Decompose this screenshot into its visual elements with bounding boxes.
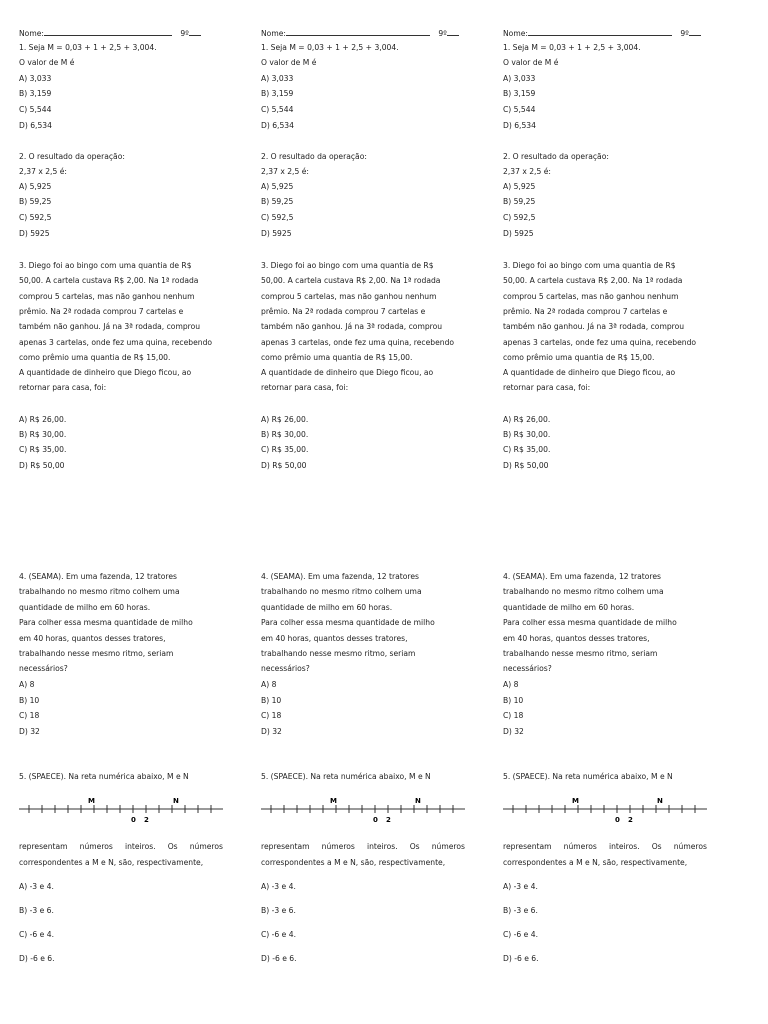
- q5-option-c: C) -6 e 4.: [503, 930, 538, 939]
- q3-line: prêmio. Na 2ª rodada comprou 7 cartelas e: [261, 307, 426, 316]
- q2-option-c: C) 592,5: [261, 213, 294, 222]
- q3-line: A quantidade de dinheiro que Diego ficou, ao: [19, 368, 192, 377]
- q4-line: trabalhando nesse mesmo ritmo, seriam: [503, 649, 658, 658]
- q2-option-b: B) 59,25: [19, 197, 52, 206]
- q2-option-d: D) 5925: [503, 229, 534, 238]
- word: representam: [261, 842, 310, 851]
- q5-option-c: C) -6 e 4.: [19, 930, 54, 939]
- q5-stem: 5. (SPAECE). Na reta numérica abaixo, M e N: [261, 772, 431, 781]
- word: representam: [19, 842, 68, 851]
- grade-label: 9º: [680, 29, 689, 38]
- q1-option-c: C) 5,544: [503, 105, 536, 114]
- q5-after-line-2: correspondentes a M e N, são, respectivamente,: [261, 858, 446, 867]
- q2-stem: 2. O resultado da operação:: [261, 152, 367, 161]
- q4-line: necessários?: [503, 664, 552, 673]
- q5-after-line: [503, 842, 707, 852]
- q5-option-b: B) -3 e 6.: [503, 906, 538, 915]
- word: inteiros.: [124, 842, 156, 851]
- q1-option-c: C) 5,544: [19, 105, 52, 114]
- name-blank: [44, 27, 172, 36]
- grade-blank: [689, 27, 701, 36]
- q1-stem: 1. Seja M = 0,03 + 1 + 2,5 + 3,004.: [261, 43, 399, 52]
- q2-option-a: A) 5,925: [261, 182, 294, 191]
- q5-after-line-2: correspondentes a M e N, são, respectivamente,: [503, 858, 688, 867]
- q4-option-b: B) 10: [261, 696, 282, 705]
- q4-option-d: D) 32: [503, 727, 524, 736]
- q3-line: também não ganhou. Já na 3ª rodada, comprou: [261, 322, 443, 331]
- q3-option-c: C) R$ 35,00.: [503, 445, 551, 454]
- grade-blank: [447, 27, 459, 36]
- word: números: [431, 842, 465, 851]
- q4-line: 4. (SEAMA). Em uma fazenda, 12 tratores: [19, 572, 177, 581]
- q5-after-line: [261, 842, 465, 852]
- label-zero: 0: [373, 816, 378, 824]
- q5-stem: 5. (SPAECE). Na reta numérica abaixo, M e N: [503, 772, 673, 781]
- name-blank: [286, 27, 430, 36]
- q2-option-d: D) 5925: [19, 229, 50, 238]
- q1-option-b: B) 3,159: [19, 89, 52, 98]
- word: números: [189, 842, 223, 851]
- q3-line: comprou 5 cartelas, mas não ganhou nenhum: [261, 292, 437, 301]
- q3-line: 3. Diego foi ao bingo com uma quantia de R$: [503, 261, 676, 270]
- q1-option-c: C) 5,544: [261, 105, 294, 114]
- q4-option-d: D) 32: [19, 727, 40, 736]
- q2-option-c: C) 592,5: [503, 213, 536, 222]
- q2-expr: 2,37 x 2,5 é:: [261, 167, 309, 176]
- q5-option-d: D) -6 e 6.: [19, 954, 55, 963]
- q3-option-b: B) R$ 30,00.: [261, 430, 309, 439]
- q5-option-a: A) -3 e 4.: [503, 882, 538, 891]
- label-two: 2: [386, 816, 391, 824]
- q4-line: 4. (SEAMA). Em uma fazenda, 12 tratores: [503, 572, 661, 581]
- q2-option-b: B) 59,25: [503, 197, 536, 206]
- number-line: [19, 794, 224, 824]
- q3-line: 3. Diego foi ao bingo com uma quantia de R$: [19, 261, 192, 270]
- q3-line: A quantidade de dinheiro que Diego ficou, ao: [503, 368, 676, 377]
- word: representam: [503, 842, 552, 851]
- q2-option-c: C) 592,5: [19, 213, 52, 222]
- q4-line: necessários?: [19, 664, 68, 673]
- q3-option-d: D) R$ 50,00: [503, 461, 549, 470]
- q4-line: em 40 horas, quantos desses tratores,: [19, 634, 166, 643]
- word: Os: [651, 842, 662, 851]
- q3-line: também não ganhou. Já na 3ª rodada, comprou: [503, 322, 685, 331]
- label-two: 2: [144, 816, 149, 824]
- q3-line: apenas 3 cartelas, onde fez uma quina, recebendo: [261, 338, 455, 347]
- q4-line: Para colher essa mesma quantidade de milho: [503, 618, 677, 627]
- grade-blank: [189, 27, 201, 36]
- q3-line: retornar para casa, foi:: [19, 383, 107, 392]
- q4-line: 4. (SEAMA). Em uma fazenda, 12 tratores: [261, 572, 419, 581]
- q3-line: também não ganhou. Já na 3ª rodada, comprou: [19, 322, 201, 331]
- q3-line: como prêmio uma quantia de R$ 15,00.: [261, 353, 413, 362]
- q1-stem: 1. Seja M = 0,03 + 1 + 2,5 + 3,004.: [503, 43, 641, 52]
- q4-line: Para colher essa mesma quantidade de milho: [19, 618, 193, 627]
- q3-line: 50,00. A cartela custava R$ 2,00. Na 1ª rodada: [503, 276, 683, 285]
- q1-prompt: O valor de M é: [503, 58, 559, 67]
- q4-line: trabalhando no mesmo ritmo colhem uma: [19, 587, 180, 596]
- q1-option-d: D) 6,534: [261, 121, 294, 130]
- q1-option-a: A) 3,033: [19, 74, 52, 83]
- q4-line: trabalhando nesse mesmo ritmo, seriam: [19, 649, 174, 658]
- word: inteiros.: [608, 842, 640, 851]
- q2-expr: 2,37 x 2,5 é:: [19, 167, 67, 176]
- q3-option-d: D) R$ 50,00: [19, 461, 65, 470]
- q3-line: como prêmio uma quantia de R$ 15,00.: [503, 353, 655, 362]
- q2-option-a: A) 5,925: [503, 182, 536, 191]
- q5-option-c: C) -6 e 4.: [261, 930, 296, 939]
- q3-line: A quantidade de dinheiro que Diego ficou, ao: [261, 368, 434, 377]
- q4-option-a: A) 8: [503, 680, 519, 689]
- q4-option-b: B) 10: [503, 696, 524, 705]
- q3-option-c: C) R$ 35,00.: [19, 445, 67, 454]
- q1-option-b: B) 3,159: [503, 89, 536, 98]
- name-label: Nome:: [19, 29, 44, 38]
- q5-option-d: D) -6 e 6.: [503, 954, 539, 963]
- word: números: [321, 842, 355, 851]
- name-line: [19, 27, 219, 39]
- q3-line: prêmio. Na 2ª rodada comprou 7 cartelas e: [503, 307, 668, 316]
- label-m: M: [330, 797, 337, 805]
- q3-line: 3. Diego foi ao bingo com uma quantia de R$: [261, 261, 434, 270]
- word: números: [79, 842, 113, 851]
- q3-option-a: A) R$ 26,00.: [19, 415, 67, 424]
- q1-prompt: O valor de M é: [19, 58, 75, 67]
- word: números: [673, 842, 707, 851]
- q2-option-a: A) 5,925: [19, 182, 52, 191]
- q3-option-a: A) R$ 26,00.: [503, 415, 551, 424]
- label-zero: 0: [131, 816, 136, 824]
- q3-line: 50,00. A cartela custava R$ 2,00. Na 1ª rodada: [19, 276, 199, 285]
- q4-line: trabalhando no mesmo ritmo colhem uma: [503, 587, 664, 596]
- q1-option-a: A) 3,033: [261, 74, 294, 83]
- q5-option-a: A) -3 e 4.: [19, 882, 54, 891]
- q3-line: prêmio. Na 2ª rodada comprou 7 cartelas e: [19, 307, 184, 316]
- label-n: N: [173, 797, 179, 805]
- word: números: [563, 842, 597, 851]
- number-line: [503, 794, 708, 824]
- q3-line: retornar para casa, foi:: [261, 383, 349, 392]
- q1-option-b: B) 3,159: [261, 89, 294, 98]
- q3-line: como prêmio uma quantia de R$ 15,00.: [19, 353, 171, 362]
- q3-line: apenas 3 cartelas, onde fez uma quina, recebendo: [19, 338, 213, 347]
- q4-option-c: C) 18: [261, 711, 282, 720]
- label-m: M: [572, 797, 579, 805]
- q4-line: quantidade de milho em 60 horas.: [261, 603, 393, 612]
- q2-stem: 2. O resultado da operação:: [19, 152, 125, 161]
- q4-line: trabalhando no mesmo ritmo colhem uma: [261, 587, 422, 596]
- label-zero: 0: [615, 816, 620, 824]
- label-m: M: [88, 797, 95, 805]
- q4-line: quantidade de milho em 60 horas.: [19, 603, 151, 612]
- label-n: N: [415, 797, 421, 805]
- q3-option-b: B) R$ 30,00.: [503, 430, 551, 439]
- grade-label: 9º: [180, 29, 189, 38]
- q4-option-b: B) 10: [19, 696, 40, 705]
- q5-after-line: [19, 842, 223, 852]
- q5-after-line-2: correspondentes a M e N, são, respectivamente,: [19, 858, 204, 867]
- q3-option-d: D) R$ 50,00: [261, 461, 307, 470]
- label-n: N: [657, 797, 663, 805]
- q5-stem: 5. (SPAECE). Na reta numérica abaixo, M e N: [19, 772, 189, 781]
- q4-line: em 40 horas, quantos desses tratores,: [261, 634, 408, 643]
- q1-stem: 1. Seja M = 0,03 + 1 + 2,5 + 3,004.: [19, 43, 157, 52]
- q3-line: 50,00. A cartela custava R$ 2,00. Na 1ª rodada: [261, 276, 441, 285]
- q4-option-c: C) 18: [503, 711, 524, 720]
- q2-stem: 2. O resultado da operação:: [503, 152, 609, 161]
- grade-label: 9º: [438, 29, 447, 38]
- q4-line: Para colher essa mesma quantidade de milho: [261, 618, 435, 627]
- q4-option-d: D) 32: [261, 727, 282, 736]
- q5-option-b: B) -3 e 6.: [261, 906, 296, 915]
- q4-option-c: C) 18: [19, 711, 40, 720]
- label-two: 2: [628, 816, 633, 824]
- name-blank: [528, 27, 672, 36]
- q3-option-c: C) R$ 35,00.: [261, 445, 309, 454]
- name-label: Nome:: [261, 29, 286, 38]
- q3-option-a: A) R$ 26,00.: [261, 415, 309, 424]
- name-label: Nome:: [503, 29, 528, 38]
- q4-line: necessários?: [261, 664, 310, 673]
- q4-line: trabalhando nesse mesmo ritmo, seriam: [261, 649, 416, 658]
- number-line: [261, 794, 466, 824]
- word: Os: [167, 842, 178, 851]
- q4-line: quantidade de milho em 60 horas.: [503, 603, 635, 612]
- word: Os: [409, 842, 420, 851]
- q2-option-b: B) 59,25: [261, 197, 294, 206]
- q3-line: comprou 5 cartelas, mas não ganhou nenhum: [19, 292, 195, 301]
- q3-line: comprou 5 cartelas, mas não ganhou nenhum: [503, 292, 679, 301]
- q3-option-b: B) R$ 30,00.: [19, 430, 67, 439]
- q1-option-a: A) 3,033: [503, 74, 536, 83]
- q1-option-d: D) 6,534: [503, 121, 536, 130]
- q4-option-a: A) 8: [261, 680, 277, 689]
- word: inteiros.: [366, 842, 398, 851]
- q5-option-a: A) -3 e 4.: [261, 882, 296, 891]
- q2-expr: 2,37 x 2,5 é:: [503, 167, 551, 176]
- q5-option-d: D) -6 e 6.: [261, 954, 297, 963]
- q1-prompt: O valor de M é: [261, 58, 317, 67]
- name-line: [503, 27, 703, 39]
- q1-option-d: D) 6,534: [19, 121, 52, 130]
- q4-line: em 40 horas, quantos desses tratores,: [503, 634, 650, 643]
- name-line: [261, 27, 461, 39]
- q5-option-b: B) -3 e 6.: [19, 906, 54, 915]
- q3-line: retornar para casa, foi:: [503, 383, 591, 392]
- q3-line: apenas 3 cartelas, onde fez uma quina, recebendo: [503, 338, 697, 347]
- q4-option-a: A) 8: [19, 680, 35, 689]
- q2-option-d: D) 5925: [261, 229, 292, 238]
